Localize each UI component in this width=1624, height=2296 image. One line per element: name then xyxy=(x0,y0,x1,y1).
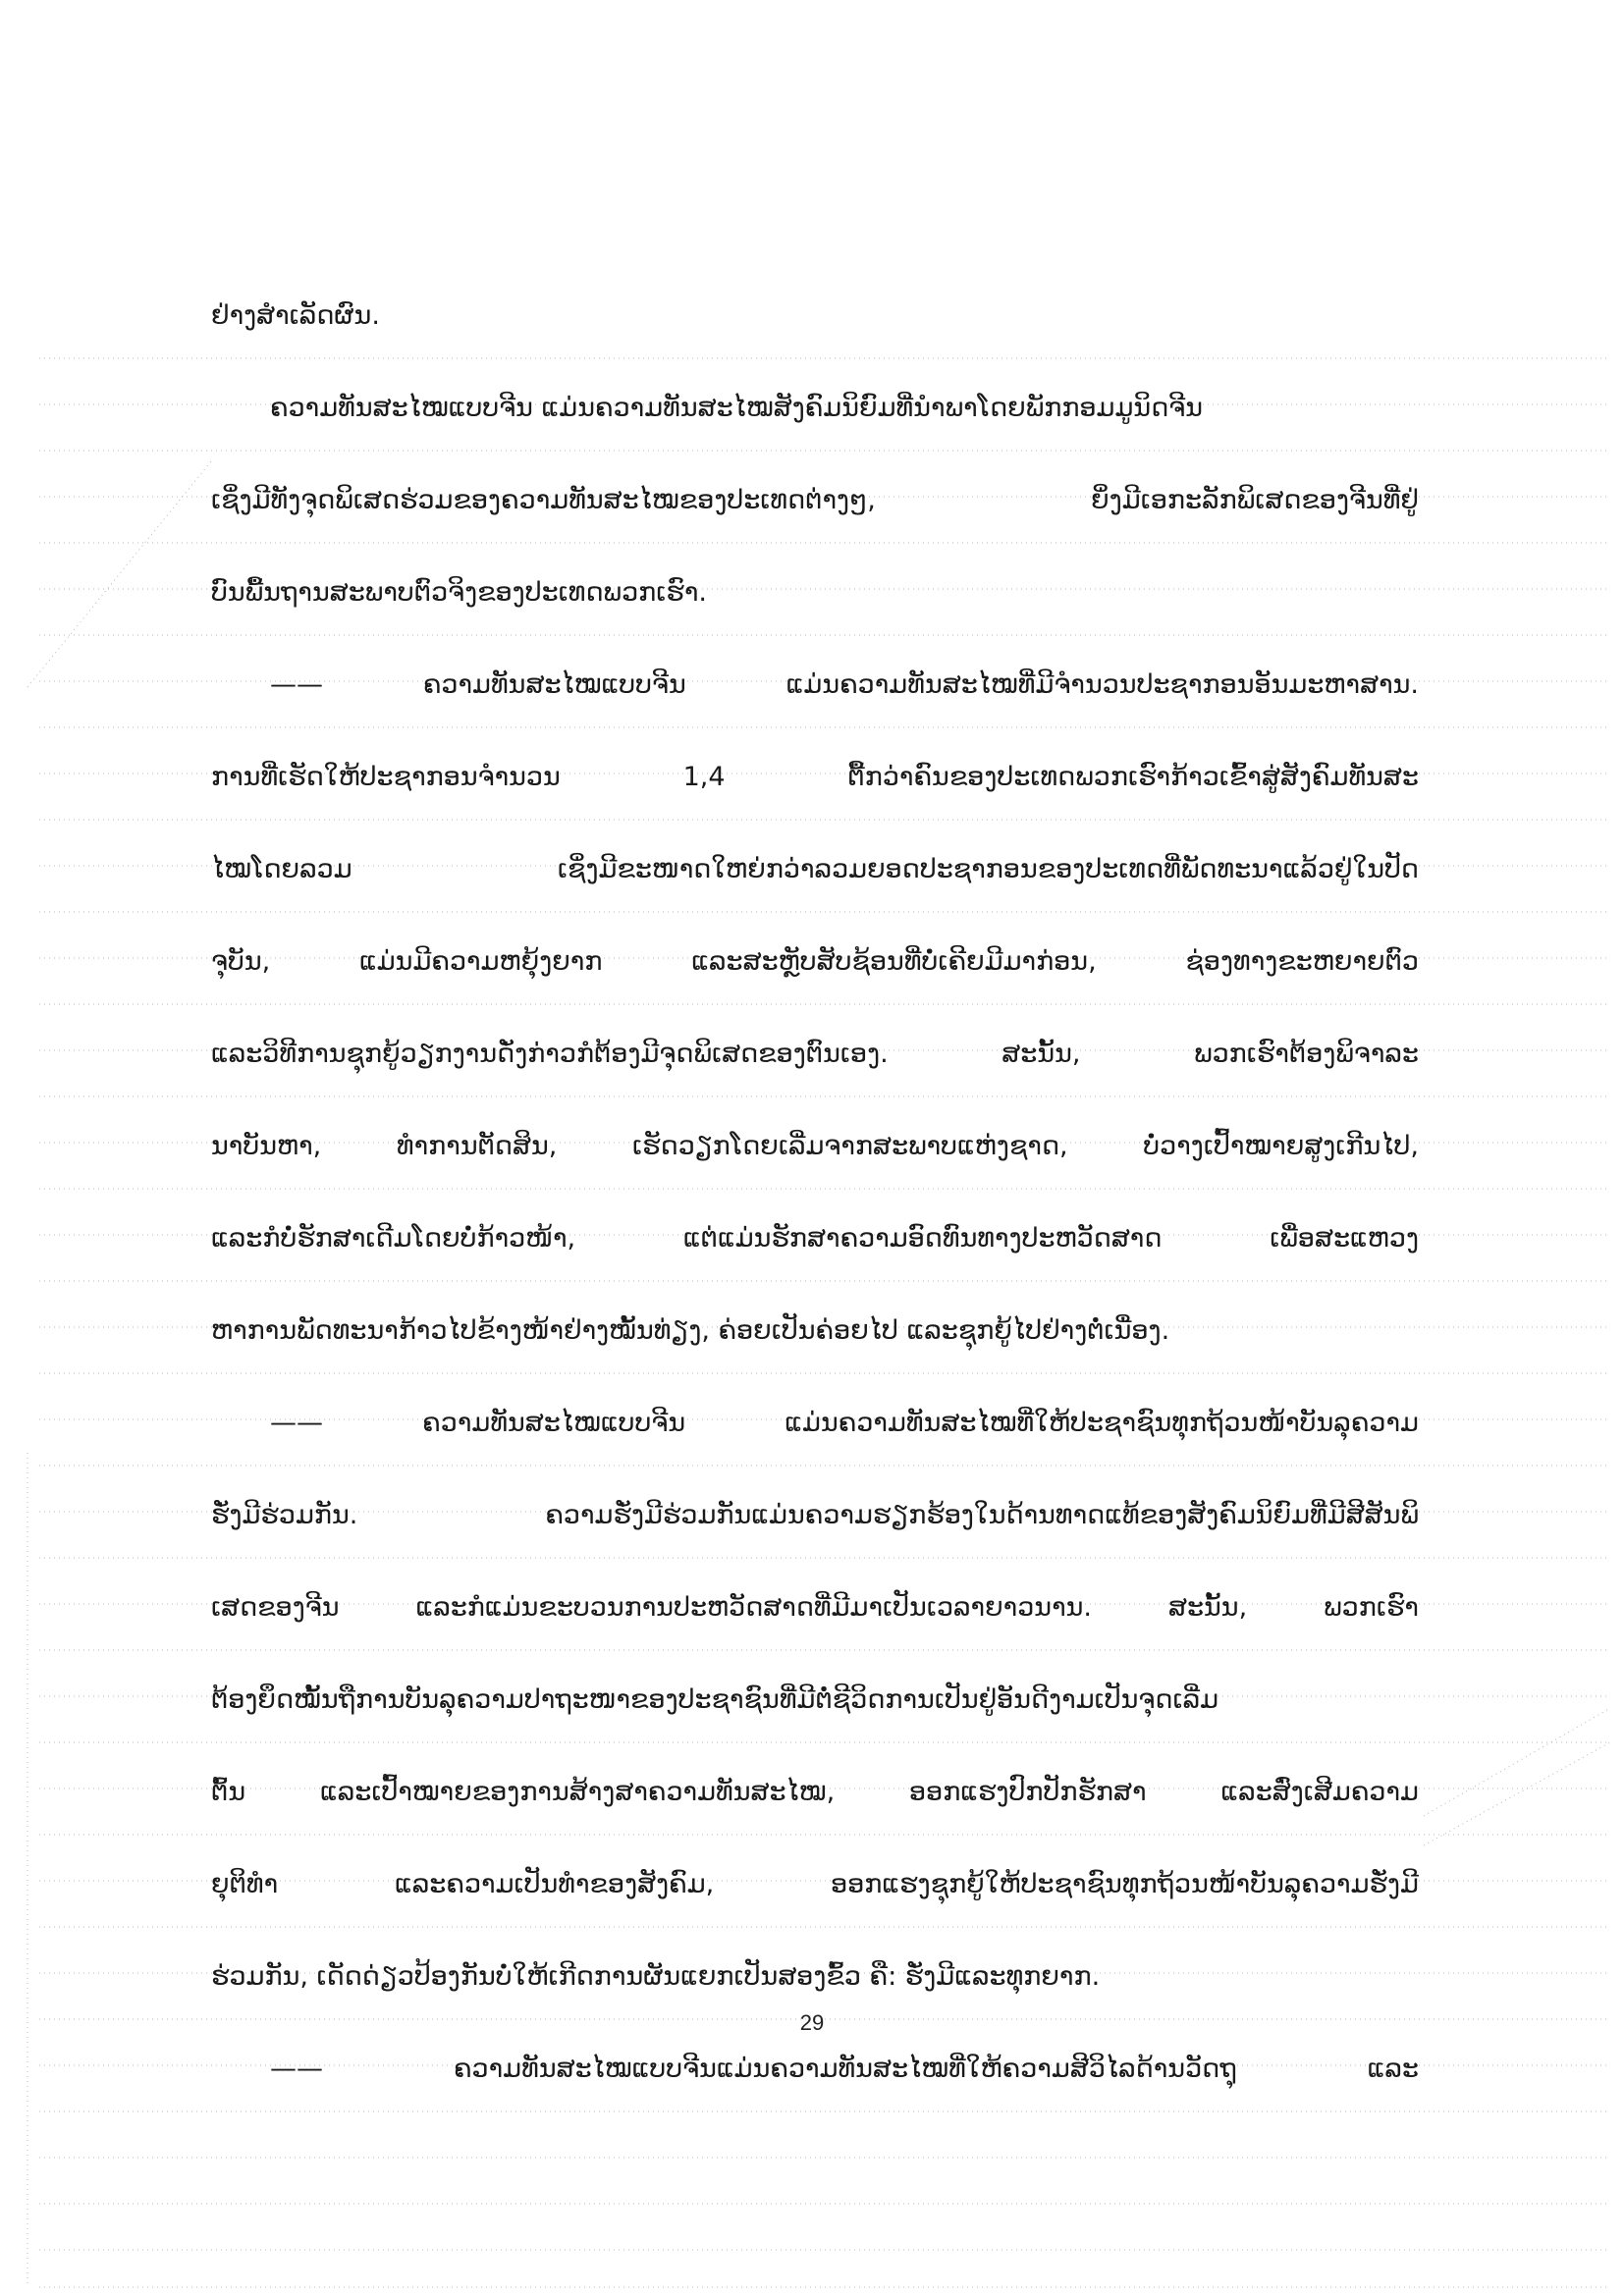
text-line: ໄໝໂດຍລວມ ເຊິ່ງມີຂະໜາດໃຫຍ່ກວ່າລວມຍອດປະຊາກອນຂອງປະເທດທີ່ພັດທະນາແລ້ວຢູ່ໃນປັດ xyxy=(211,854,1419,884)
text-line: ຈຸບັນ, ແມ່ນມີຄວາມຫຍຸ້ງຍາກ ແລະສະຫຼັບສັບຊ້ອນທີ່ບໍ່ເຄີຍມີມາກ່ອນ, ຊ່ອງທາງຂະຫຍາຍຕົວ xyxy=(211,946,1419,977)
text-line: —— ຄວາມທັນສະໄໝແບບຈີນ ແມ່ນຄວາມທັນສະໄໝທີ່ໃຫ້ປະຊາຊົນທຸກຖ້ວນໜ້າບັນລຸຄວາມ xyxy=(270,1408,1419,1438)
text-line: ຮ່ວມກັນ, ເດັດດ່ຽວປ້ອງກັນບໍ່ໃຫ້ເກີດການຜັນແຍກເປັນສອງຂົ້ວ ຄື: ຮັ່ງມີແລະທຸກຍາກ. xyxy=(211,1961,1101,1992)
text-line: ຮັ່ງມີຮ່ວມກັນ. ຄວາມຮັ່ງມີຮ່ວມກັນແມ່ນຄວາມຮຽກຮ້ອງໃນດ້ານທາດແທ້ຂອງສັງຄົມນິຍົມທີ່ມີສີສັນພິ xyxy=(211,1500,1419,1530)
text-line: ເຊິ່ງມີທັງຈຸດພິເສດຮ່ວມຂອງຄວາມທັນສະໄໝຂອງປະເທດຕ່າງໆ, ຍິ່ງມີເອກະລັກພິເສດຂອງຈີນທີ່ຢູ່ xyxy=(211,485,1419,515)
text-line: —— ຄວາມທັນສະໄໝແບບຈີນ ແມ່ນຄວາມທັນສະໄໝທີ່ມີຈຳນວນປະຊາກອນອັນມະຫາສານ. xyxy=(270,669,1419,700)
text-line: ນາບັນຫາ, ທຳການຕັດສິນ, ເຮັດວຽກໂດຍເລີ່ມຈາກສະພາບແຫ່ງຊາດ, ບໍ່ວາງເປົ້າໝາຍສູງເກີນໄປ, xyxy=(211,1131,1419,1161)
text-line: ຄວາມທັນສະໄໝແບບຈີນ ແມ່ນຄວາມທັນສະໄໝສັງຄົມນິຍົມທີ່ນຳພາໂດຍພັກກອມມູນິດຈີນ xyxy=(270,393,1204,423)
text-line: ເສດຂອງຈີນ ແລະກໍແມ່ນຂະບວນການປະຫວັດສາດທີ່ມີມາເປັນເວລາຍາວນານ. ສະນັ້ນ, ພວກເຮົາ xyxy=(211,1592,1419,1623)
text-line: ແລະວິທີການຊຸກຍູ້ວຽກງານດັ່ງກ່າວກໍຕ້ອງມີຈຸດພິເສດຂອງຕົນເອງ. ສະນັ້ນ, ພວກເຮົາຕ້ອງພິຈາລະ xyxy=(211,1039,1419,1069)
text-line: ຢ່າງສຳເລັດຜົນ. xyxy=(211,300,380,331)
text-line: ການທີ່ເຮັດໃຫ້ປະຊາກອນຈຳນວນ 1,4 ຕື້ກວ່າຄົນຂອງປະເທດພວກເຮົາກ້າວເຂົ້າສູ່ສັງຄົມທັນສະ xyxy=(211,762,1419,792)
text-line: —— ຄວາມທັນສະໄໝແບບຈີນແມ່ນຄວາມທັນສະໄໝທີ່ໃຫ້ຄວາມສີວິໄລດ້ານວັດຖຸ ແລະ xyxy=(270,2054,1419,2084)
text-line: ແລະກໍບໍ່ຮັກສາເດີມໂດຍບໍ່ກ້າວໜ້າ, ແຕ່ແມ່ນຮັກສາຄວາມອົດທົນທາງປະຫວັດສາດ ເພື່ອສະແຫວງ xyxy=(211,1223,1419,1254)
text-line: ຕ້ອງຍຶດໝັ້ນຖືການບັນລຸຄວາມປາຖະໜາຂອງປະຊາຊົນທີ່ມີຕໍ່ຊີວິດການເປັນຢູ່ອັນດີງາມເປັນຈຸດເລີ່ມ xyxy=(211,1684,1219,1715)
page-number: 29 xyxy=(799,2010,825,2035)
text-line: ຍຸຕິທຳ ແລະຄວາມເປັນທຳຂອງສັງຄົມ, ອອກແຮງຊຸກຍູ້ໃຫ້ປະຊາຊົນທຸກຖ້ວນໜ້າບັນລຸຄວາມຮັ່ງມີ xyxy=(211,1869,1419,1899)
text-line: ຫາການພັດທະນາກ້າວໄປຂ້າງໜ້າຢ່າງໝັ້ນທ່ຽງ, ຄ່ອຍເປັນຄ່ອຍໄປ ແລະຊຸກຍູ້ໄປຢ່າງຕໍ່ເນື່ອງ. xyxy=(211,1315,1170,1346)
text-line: ຕົ້ນ ແລະເປົ້າໝາຍຂອງການສ້າງສາຄວາມທັນສະໄໝ, ອອກແຮງປົກປັກຮັກສາ ແລະສົ່ງເສີມຄວາມ xyxy=(211,1777,1419,1807)
text-line: ບົນພື້ນຖານສະພາບຕົວຈິງຂອງປະເທດພວກເຮົາ. xyxy=(211,577,707,608)
